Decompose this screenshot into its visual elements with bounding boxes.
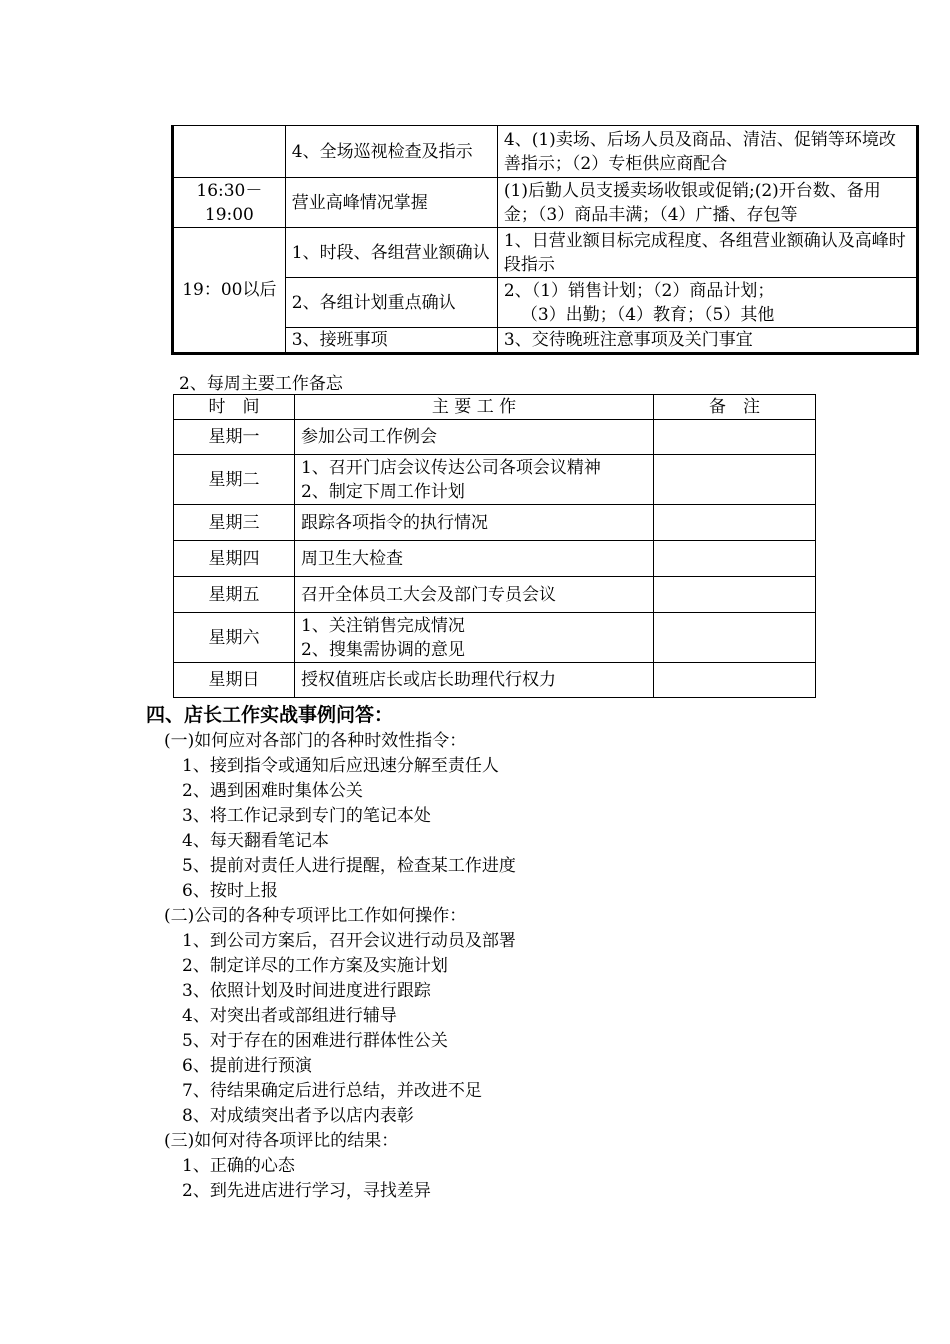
work-cell: [295, 613, 654, 663]
day-cell: 星期二: [174, 455, 295, 505]
detail-line: 2、（1）销售计划；（2）商品计划；: [503, 280, 775, 301]
note-cell: [654, 455, 816, 505]
day-cell: 星期五: [174, 577, 295, 613]
table-row: [174, 455, 816, 505]
table-header-row: [174, 395, 816, 420]
day-cell: 星期四: [174, 541, 295, 577]
work-line: 2、制定下周工作计划: [301, 481, 465, 502]
weekly-table: [173, 394, 816, 698]
header-time: 时 间: [174, 395, 295, 420]
day-cell: 星期三: [174, 505, 295, 541]
list-item: 5、提前对责任人进行提醒，检查某工作进度: [182, 856, 516, 876]
task-cell: 营业高峰情况掌握: [285, 178, 497, 228]
task-cell: 3、接班事项: [285, 328, 497, 354]
task-cell: 2、各组计划重点确认: [285, 278, 497, 328]
detail-cell: 4、(1)卖场、后场人员及商品、清洁、促销等环境改善指示；（2）专柜供应商配合: [497, 126, 917, 178]
list-item: 3、依照计划及时间进度进行跟踪: [182, 981, 431, 1001]
list-item: 6、提前进行预演: [182, 1056, 312, 1076]
task-cell: 1、时段、各组营业额确认: [285, 228, 497, 278]
time-cell: [173, 126, 286, 178]
daily-schedule-table: [171, 125, 919, 355]
detail-cell: (1)后勤人员支援卖场收银或促销;(2)开台数、备用金；（3）商品丰满；（4）广播、存包等: [497, 178, 917, 228]
work-line: 1、关注销售完成情况: [301, 615, 465, 636]
table-row: [174, 541, 816, 577]
work-cell: 授权值班店长或店长助理代行权力: [295, 663, 654, 698]
note-cell: [654, 613, 816, 663]
time-cell: 19：00以后: [173, 228, 286, 354]
section-title: 四、店长工作实战事例问答：: [146, 704, 394, 726]
note-cell: [654, 541, 816, 577]
work-cell: 跟踪各项指令的执行情况: [295, 505, 654, 541]
work-cell: 参加公司工作例会: [295, 420, 654, 455]
detail-line: （3）出勤；（4）教育；（5）其他: [520, 304, 775, 325]
header-note: 备 注: [654, 395, 816, 420]
work-line: 2、搜集需协调的意见: [301, 639, 465, 660]
day-cell: 星期一: [174, 420, 295, 455]
list-item: 1、接到指令或通知后应迅速分解至责任人: [182, 756, 499, 776]
list-item: 1、到公司方案后，召开会议进行动员及部署: [182, 931, 516, 951]
day-cell: 星期六: [174, 613, 295, 663]
note-cell: [654, 577, 816, 613]
list-item: 2、制定详尽的工作方案及实施计划: [182, 956, 448, 976]
table-row: [173, 228, 918, 278]
note-cell: [654, 505, 816, 541]
table-row: [173, 126, 918, 178]
day-cell: 星期日: [174, 663, 295, 698]
header-work: 主 要 工 作: [295, 395, 654, 420]
question-heading: (一)如何应对各部门的各种时效性指令：: [164, 731, 467, 751]
time-cell: 16:30－19:00: [173, 178, 286, 228]
list-item: 3、将工作记录到专门的笔记本处: [182, 806, 431, 826]
work-cell: 周卫生大检查: [295, 541, 654, 577]
table-row: [173, 178, 918, 228]
table-row: [174, 577, 816, 613]
list-item: 2、到先进店进行学习，寻找差异: [182, 1181, 431, 1201]
detail-cell: 3、交待晚班注意事项及关门事宜: [497, 328, 917, 354]
table-row: [174, 420, 816, 455]
table-row: [174, 613, 816, 663]
task-cell: 4、全场巡视检查及指示: [285, 126, 497, 178]
question-heading: (三)如何对待各项评比的结果：: [164, 1131, 399, 1151]
list-item: 4、每天翻看笔记本: [182, 831, 329, 851]
detail-cell: [497, 278, 917, 328]
work-cell: 召开全体员工大会及部门专员会议: [295, 577, 654, 613]
list-item: 5、对于存在的困难进行群体性公关: [182, 1031, 448, 1051]
list-item: 2、遇到困难时集体公关: [182, 781, 363, 801]
list-item: 1、正确的心态: [182, 1156, 295, 1176]
question-heading: (二)公司的各种专项评比工作如何操作：: [164, 906, 467, 926]
table-row: [174, 663, 816, 698]
list-item: 7、待结果确定后进行总结，并改进不足: [182, 1081, 482, 1101]
list-item: 6、按时上报: [182, 881, 278, 901]
work-line: 1、召开门店会议传达公司各项会议精神: [301, 457, 601, 478]
detail-cell: 1、日营业额目标完成程度、各组营业额确认及高峰时段指示: [497, 228, 917, 278]
table-row: [174, 505, 816, 541]
list-item: 8、对成绩突出者予以店内表彰: [182, 1106, 414, 1126]
work-cell: [295, 455, 654, 505]
note-cell: [654, 663, 816, 698]
list-item: 4、对突出者或部组进行辅导: [182, 1006, 397, 1026]
note-cell: [654, 420, 816, 455]
weekly-caption: 2、每周主要工作备忘: [179, 374, 343, 394]
